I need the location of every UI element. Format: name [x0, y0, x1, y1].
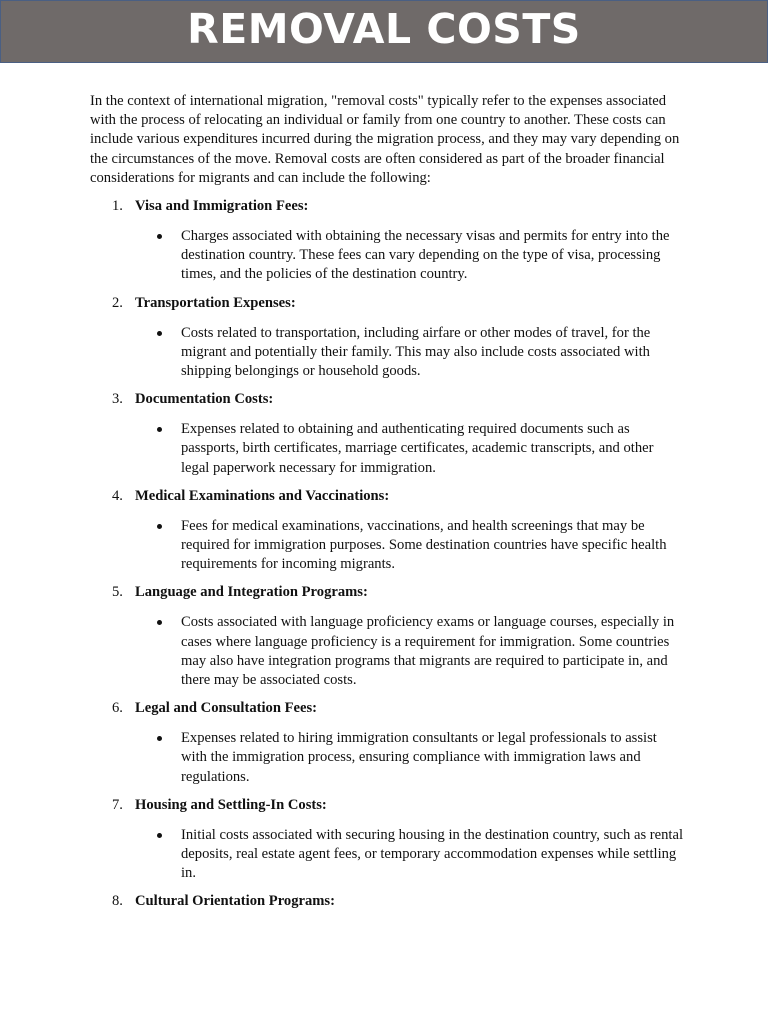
bullet-icon — [157, 833, 162, 838]
sub-list-item — [90, 729, 684, 787]
sub-list-item-text: Fees for medical examinations, vaccinations, and health screenings that may be required for immigration purposes. Some destination countries have specific health requirements for incoming migrants. — [181, 517, 667, 573]
sub-list-item-text: Costs related to transportation, including airfare or other modes of travel, for the migrant and potentially their family. This may also include costs associated with shipping belongings or household goods. — [181, 324, 651, 380]
list-item-heading — [90, 583, 684, 602]
list-item — [90, 583, 684, 690]
sub-list — [90, 729, 684, 787]
list-item-number: 2. — [112, 294, 123, 311]
list-item-number: 7. — [112, 796, 123, 813]
cost-list — [90, 197, 684, 911]
list-item-heading — [90, 197, 684, 216]
bullet-icon — [157, 331, 162, 336]
list-item-title: Language and Integration Programs: — [135, 584, 368, 601]
sub-list-item-text: Expenses related to obtaining and authenticating required documents such as passports, birth certificates, marriage certificates, academic transcripts, and other legal paperwork necessary for immigration. — [181, 421, 654, 476]
list-item-number: 5. — [112, 584, 123, 601]
sub-list-item-text: Charges associated with obtaining the necessary visas and permits for entry into the destination country. These fees can vary depending on the type of visa, processing times, and the policies of the destination country. — [181, 228, 670, 283]
page-title: REMOVAL COSTS — [187, 5, 581, 53]
bullet-icon — [157, 736, 162, 741]
sub-list — [90, 420, 684, 478]
list-item-heading — [90, 892, 684, 911]
list-item — [90, 796, 684, 884]
sub-list-item-text: Initial costs associated with securing housing in the destination country, such as rental deposits, real estate agent fees, or temporary accommodation expenses while settling in. — [181, 826, 684, 882]
list-item — [90, 487, 684, 575]
list-item-heading — [90, 390, 684, 409]
list-item-heading — [90, 796, 684, 815]
list-item-title: Housing and Settling-In Costs: — [135, 796, 327, 813]
list-item — [90, 892, 684, 911]
list-item-title: Medical Examinations and Vaccinations: — [135, 487, 390, 504]
sub-list-item-text: Expenses related to hiring immigration consultants or legal professionals to assist with the immigration process, ensuring compliance with immigration laws and regulations. — [181, 730, 657, 785]
title-banner — [0, 0, 768, 63]
sub-list-item — [90, 227, 684, 285]
list-item-heading — [90, 487, 684, 506]
list-item-title: Visa and Immigration Fees: — [135, 198, 309, 215]
bullet-icon — [157, 620, 162, 625]
sub-list — [90, 517, 684, 575]
bullet-icon — [157, 427, 162, 432]
document-body — [90, 92, 684, 911]
sub-list-item — [90, 420, 684, 478]
list-item-heading — [90, 294, 684, 313]
intro-paragraph: In the context of international migration, "removal costs" typically refer to the expenses associated with the process of relocating an individual or family from one country to another. These costs can include various expenditures incurred during the migration process, and they may vary depending on the circumstances of the move. Removal costs are often considered as part of the broader financial considerations for migrants and can include the following: — [90, 93, 680, 186]
bullet-icon — [157, 234, 162, 239]
sub-list-item — [90, 613, 684, 690]
bullet-icon — [157, 524, 162, 529]
list-item — [90, 699, 684, 787]
sub-list — [90, 826, 684, 884]
sub-list — [90, 227, 684, 285]
sub-list — [90, 613, 684, 690]
list-item-title: Cultural Orientation Programs: — [135, 893, 335, 910]
sub-list-item — [90, 517, 684, 575]
list-item-number: 6. — [112, 700, 123, 717]
sub-list-item — [90, 324, 684, 382]
list-item-heading — [90, 699, 684, 718]
list-item-number: 8. — [112, 893, 123, 910]
sub-list-item — [90, 826, 684, 884]
list-item — [90, 197, 684, 285]
list-item-title: Documentation Costs: — [135, 391, 274, 408]
sub-list — [90, 324, 684, 382]
list-item-number: 4. — [112, 487, 123, 504]
list-item — [90, 294, 684, 382]
sub-list-item-text: Costs associated with language proficiency exams or language courses, especially in cases where language proficiency is a requirement for immigration. Some countries may also have integration programs that migrants are required to participate in, and there may be associated costs. — [181, 614, 675, 689]
list-item — [90, 390, 684, 478]
list-item-title: Transportation Expenses: — [135, 294, 296, 311]
list-item-title: Legal and Consultation Fees: — [135, 700, 318, 717]
list-item-number: 1. — [112, 198, 123, 215]
list-item-number: 3. — [112, 391, 123, 408]
